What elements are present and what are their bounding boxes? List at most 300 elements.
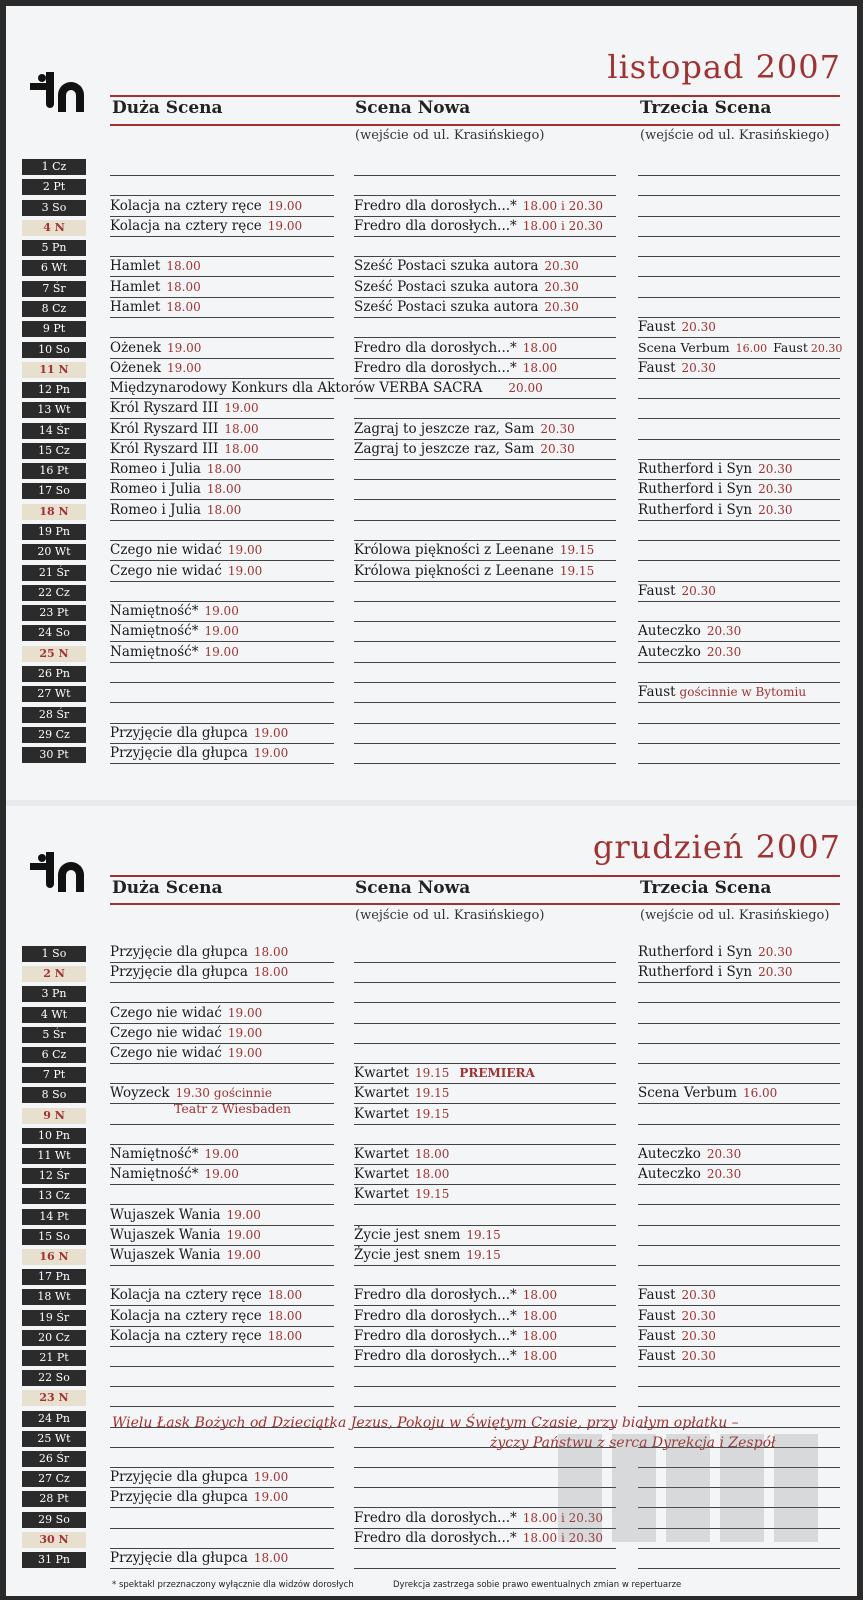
performance-entry[interactable]	[110, 258, 201, 274]
row-line-duza	[110, 175, 334, 176]
day-label: 14 Pt	[22, 1209, 86, 1225]
performance-entry[interactable]	[638, 1328, 716, 1344]
day-label: 29 Cz	[22, 727, 86, 743]
row-line-nowa	[354, 1406, 616, 1407]
row-line-duza	[110, 439, 334, 440]
row-line-duza	[110, 398, 334, 399]
performance-time: 20.30	[758, 502, 793, 517]
row-line-nowa	[354, 1265, 616, 1266]
day-label: 16 N	[22, 1249, 86, 1265]
day-label: 6 Wt	[22, 260, 86, 276]
performance-entry[interactable]	[638, 319, 716, 335]
performance-time: 18.00 i 20.30	[522, 1510, 603, 1525]
performance-entry[interactable]	[354, 1308, 557, 1324]
performance-time: 18.00 i 20.30	[522, 218, 603, 233]
performance-entry[interactable]	[638, 481, 792, 497]
row-line-trzecia	[638, 1265, 840, 1266]
day-label: 22 So	[22, 1370, 86, 1386]
performance-entry[interactable]	[354, 1146, 449, 1162]
performance-time: 18.00	[206, 502, 242, 517]
row-line-trzecia	[638, 520, 840, 521]
performance-title: Auteczko	[638, 643, 701, 660]
cyryl-watermark	[558, 1434, 820, 1544]
performance-time: 20.30	[540, 441, 575, 456]
header-rule-top	[110, 875, 840, 877]
row-line-trzecia	[638, 1305, 840, 1306]
performance-entry[interactable]	[354, 1085, 449, 1101]
column-sub-nowa: (wejście od ul. Krasińskiego)	[355, 128, 545, 143]
row-line-duza	[110, 499, 334, 500]
performance-time: 20.30	[681, 320, 716, 335]
row-line-nowa	[354, 1245, 616, 1246]
performance-entry[interactable]	[638, 340, 842, 355]
day-label: 3 Pn	[22, 986, 86, 1002]
month-title: listopad 2007	[607, 48, 841, 86]
row-line-duza	[110, 1305, 334, 1306]
performance-entry[interactable]	[110, 279, 201, 295]
performance-entry[interactable]	[110, 644, 239, 660]
performance-title: Fredro dla dorosłych...*	[354, 1348, 517, 1364]
row-line-trzecia	[638, 1386, 840, 1387]
performance-entry[interactable]	[638, 502, 792, 518]
performance-entry[interactable]	[110, 299, 201, 315]
row-line-duza	[110, 378, 334, 379]
performance-entry[interactable]	[354, 340, 557, 356]
row-line-nowa	[354, 763, 616, 764]
performance-title: Zagraj to jeszcze raz, Sam	[354, 440, 535, 457]
day-label: 1 Cz	[22, 159, 86, 175]
row-line-duza	[110, 1346, 334, 1347]
performance-entry[interactable]	[110, 1166, 239, 1182]
performance-time: 19.30	[175, 1086, 210, 1101]
performance-time: 18.00	[267, 1288, 303, 1303]
row-line-nowa	[354, 337, 616, 338]
performance-entry[interactable]	[638, 461, 792, 477]
row-line-trzecia	[638, 962, 840, 963]
row-line-trzecia	[638, 1002, 840, 1003]
header-rule-bottom	[110, 124, 840, 126]
day-label: 17 So	[22, 483, 86, 499]
day-label: 5 Śr	[22, 1027, 86, 1043]
performance-entry[interactable]	[110, 1469, 288, 1485]
day-label: 27 Wt	[22, 686, 86, 702]
performance-entry[interactable]	[110, 603, 239, 619]
column-header-trzecia: Trzecia Scena	[640, 98, 772, 118]
performance-time: 18.00	[522, 1288, 558, 1303]
logo-t-stem	[46, 72, 54, 108]
performance-title: Ożenek	[110, 339, 162, 356]
performance-entry[interactable]	[110, 1146, 239, 1162]
row-line-nowa	[354, 1002, 616, 1003]
row-line-nowa	[354, 236, 616, 237]
row-line-nowa	[354, 378, 616, 379]
performance-entry[interactable]	[354, 1186, 449, 1202]
row-line-duza	[110, 236, 334, 237]
performance-title: Faust	[638, 1348, 676, 1364]
performance-entry[interactable]	[110, 944, 288, 960]
day-label: 24 Pn	[22, 1411, 86, 1427]
row-line-duza	[110, 1204, 334, 1205]
performance-entry[interactable]	[638, 944, 792, 960]
row-line-nowa	[354, 1326, 616, 1327]
performance-entry[interactable]	[110, 502, 241, 518]
performance-time: 19.00	[226, 1207, 261, 1222]
row-line-trzecia	[638, 175, 840, 176]
day-label: 2 Pt	[22, 179, 86, 195]
performance-time: 19.00	[204, 624, 239, 639]
row-line-nowa	[354, 621, 616, 622]
performance-entry[interactable]	[354, 563, 594, 579]
performance-time: 20.30	[681, 1349, 716, 1363]
performance-time: 20.30	[706, 1147, 742, 1161]
day-label: 28 Śr	[22, 707, 86, 723]
row-line-trzecia	[638, 1063, 840, 1064]
row-line-nowa	[354, 439, 616, 440]
performance-time: 20.30	[706, 644, 742, 659]
row-line-nowa	[354, 662, 616, 663]
performance-entry[interactable]	[110, 1328, 302, 1344]
performance-entry[interactable]	[638, 1166, 741, 1182]
performance-entry[interactable]	[354, 218, 603, 234]
performance-entry[interactable]	[638, 1146, 741, 1162]
performance-entry[interactable]	[638, 583, 716, 599]
performance-time: 19.15	[414, 1187, 450, 1202]
row-line-duza	[110, 560, 334, 561]
performance-time: 19.00	[167, 360, 202, 375]
performance-title: Czego nie widać	[110, 542, 222, 559]
performance-title: Przyjęcie dla głupca	[110, 745, 248, 762]
performance-time: 19.00	[227, 1046, 263, 1060]
performance-entry[interactable]	[354, 1106, 449, 1122]
performance-time: 19.00	[204, 1147, 239, 1161]
row-line-nowa	[354, 682, 616, 683]
performance-time: 18.00	[414, 1167, 450, 1182]
performance-entry[interactable]	[354, 1328, 557, 1344]
performance-entry[interactable]	[354, 360, 557, 376]
performance-time: 19.15	[466, 1227, 501, 1242]
row-line-trzecia	[638, 1285, 840, 1286]
row-line-nowa	[354, 1124, 616, 1125]
performance-entry[interactable]	[110, 563, 262, 579]
performance-time: 18.00	[166, 279, 201, 294]
performance-entry[interactable]	[110, 1025, 262, 1041]
column-header-trzecia: Trzecia Scena	[640, 878, 772, 898]
row-line-trzecia	[638, 297, 840, 298]
day-label: 8 Cz	[22, 301, 86, 317]
performance-entry[interactable]	[354, 1348, 557, 1364]
row-line-duza	[110, 1144, 334, 1145]
row-line-duza	[110, 1447, 334, 1448]
month-title: grudzień 2007	[592, 828, 841, 866]
day-label: 23 Pt	[22, 605, 86, 621]
performance-title: Królowa piękności z Leenane	[354, 562, 554, 579]
row-line-trzecia	[638, 1144, 840, 1145]
performance-title: Kwartet	[354, 1146, 409, 1162]
performance-time: 19.15	[559, 543, 595, 558]
row-line-duza	[110, 1063, 334, 1064]
column-sub-trzecia: (wejście od ul. Krasińskiego)	[640, 908, 830, 923]
day-label: 30 Pt	[22, 747, 86, 763]
performance-entry[interactable]	[638, 644, 741, 660]
performance-time: 18.00	[267, 1308, 303, 1323]
day-label: 22 Cz	[22, 585, 86, 601]
performance-entry[interactable]	[110, 421, 259, 437]
performance-time: 20.30	[681, 1328, 716, 1343]
performance-entry[interactable]	[110, 745, 288, 761]
performance-entry[interactable]	[110, 218, 302, 234]
performance-entry[interactable]	[110, 1005, 262, 1021]
row-line-nowa	[354, 1285, 616, 1286]
performance-title: Namiętność*	[110, 1146, 199, 1162]
performance-entry[interactable]	[354, 299, 579, 315]
performance-entry[interactable]	[110, 1227, 261, 1243]
performance-title: Kwartet	[354, 1105, 409, 1122]
performance-entry[interactable]	[638, 684, 806, 700]
header-rule-bottom	[110, 903, 840, 905]
column-header-duza: Duża Scena	[112, 878, 223, 898]
day-label: 19 Pn	[22, 524, 86, 540]
row-line-duza	[110, 1043, 334, 1044]
performance-entry[interactable]	[110, 1045, 262, 1061]
row-line-duza	[110, 317, 334, 318]
performance-entry[interactable]	[110, 441, 259, 457]
performance-title: Faust	[638, 359, 676, 376]
performance-title: Fredro dla dorosłych...*	[354, 1287, 517, 1304]
row-line-nowa	[354, 499, 616, 500]
performance-title: Ożenek	[110, 359, 162, 376]
performance-entry[interactable]	[110, 623, 239, 639]
performance-title: Przyjęcie dla głupca	[110, 964, 248, 981]
performance-entry[interactable]	[354, 441, 575, 457]
performance-title: Rutherford i Syn	[638, 964, 753, 981]
performance-entry[interactable]	[110, 1308, 302, 1324]
row-line-duza	[110, 479, 334, 480]
performance-entry[interactable]	[110, 725, 288, 741]
day-label: 19 Śr	[22, 1310, 86, 1326]
performance-title: Hamlet	[110, 298, 161, 315]
row-line-nowa	[354, 398, 616, 399]
performance-title: Rutherford i Syn	[638, 461, 753, 478]
performance-entry[interactable]	[110, 542, 262, 558]
performance-title: Król Ryszard III	[110, 440, 219, 457]
performance-entry[interactable]	[354, 258, 579, 274]
performance-entry[interactable]	[110, 1489, 288, 1505]
logo-t-stem	[46, 852, 54, 888]
performance-time: 20.00	[508, 381, 543, 396]
row-line-duza	[110, 1083, 334, 1084]
row-line-duza	[110, 723, 334, 724]
performance-title: Sześć Postaci szuka autora	[354, 278, 539, 295]
row-line-trzecia	[638, 276, 840, 277]
performance-entry[interactable]	[354, 279, 579, 295]
performance-entry[interactable]	[638, 1308, 716, 1324]
performance-entry[interactable]	[638, 360, 716, 376]
row-line-duza	[110, 743, 334, 744]
performance-entry[interactable]	[110, 1247, 261, 1263]
row-line-nowa	[354, 1225, 616, 1226]
row-line-duza	[110, 702, 334, 703]
row-line-nowa	[354, 1548, 616, 1549]
row-line-trzecia	[638, 398, 840, 399]
performance-entry[interactable]	[110, 400, 259, 416]
performance-title: Kolacja na cztery ręce	[110, 1307, 262, 1324]
row-line-nowa	[354, 1063, 616, 1064]
row-line-duza	[110, 1184, 334, 1185]
performance-time: 18.00	[206, 462, 242, 477]
performance-title: Auteczko	[638, 623, 701, 640]
row-line-trzecia	[638, 1043, 840, 1044]
row-line-nowa	[354, 459, 616, 460]
performance-entry[interactable]	[110, 1207, 261, 1223]
row-line-nowa	[354, 1346, 616, 1347]
row-line-trzecia	[638, 1184, 840, 1185]
performance-time: 18.00	[522, 1349, 558, 1363]
row-line-duza	[110, 763, 334, 764]
row-line-duza	[110, 601, 334, 602]
performance-time: 19.00	[204, 1167, 239, 1182]
performance-title: Międzynarodowy Konkurs dla Aktorów VERBA SACRA	[110, 380, 483, 397]
performance-time: 20.30	[758, 482, 793, 497]
row-line-duza	[110, 276, 334, 277]
row-line-trzecia	[638, 1366, 840, 1367]
performance-entry[interactable]	[638, 1287, 716, 1303]
performance-title: Fredro dla dorosłych...*	[354, 217, 517, 234]
logo-dot	[38, 854, 46, 862]
row-line-trzecia	[638, 256, 840, 257]
row-line-trzecia	[638, 236, 840, 237]
performance-entry[interactable]	[354, 198, 603, 214]
performance-entry[interactable]	[110, 481, 241, 497]
row-line-duza	[110, 641, 334, 642]
row-line-trzecia	[638, 1204, 840, 1205]
row-line-duza	[110, 1487, 334, 1488]
row-line-duza	[110, 459, 334, 460]
performance-title: Rutherford i Syn	[638, 481, 753, 498]
day-label: 20 Wt	[22, 544, 86, 560]
day-label: 2 N	[22, 966, 86, 982]
row-line-trzecia	[638, 621, 840, 622]
performance-title: Scena Verbum	[638, 1085, 737, 1102]
row-line-nowa	[354, 641, 616, 642]
footnote-changes: Dyrekcja zastrzega sobie prawo ewentualnych zmian w repertuarze	[393, 1580, 682, 1590]
performance-venue-note: Teatr z Wiesbaden	[174, 1101, 292, 1117]
performance-entry[interactable]	[354, 421, 575, 437]
performance-entry[interactable]	[638, 623, 741, 639]
performance-time: 16.00	[735, 341, 768, 355]
row-line-nowa	[354, 175, 616, 176]
performance-entry[interactable]	[354, 1166, 449, 1182]
day-label: 15 Cz	[22, 443, 86, 459]
christmas-greeting-line2: życzy Państwu z serca Dyrekcja i Zespół	[490, 1435, 776, 1451]
row-line-trzecia	[638, 723, 840, 724]
column-header-nowa: Scena Nowa	[355, 98, 471, 118]
performance-entry[interactable]	[354, 1065, 535, 1081]
performance-title: Wujaszek Wania	[110, 1247, 221, 1263]
performance-title: Faust	[638, 319, 676, 336]
performance-entry[interactable]	[354, 1247, 501, 1263]
row-line-trzecia	[638, 982, 840, 983]
day-label: 3 So	[22, 200, 86, 216]
row-line-trzecia	[638, 1245, 840, 1246]
performance-title: Kwartet	[354, 1186, 409, 1203]
performance-entry[interactable]	[354, 542, 594, 558]
performance-entry[interactable]	[638, 964, 792, 980]
performance-title: Faust	[638, 684, 676, 701]
performance-time: 18.00	[522, 1328, 558, 1343]
performance-entry[interactable]	[110, 1550, 288, 1566]
performance-title: Romeo i Julia	[110, 501, 201, 518]
performance-time: 19.00	[224, 401, 259, 416]
row-line-trzecia	[638, 743, 840, 744]
performance-entry[interactable]	[638, 1085, 777, 1101]
row-line-nowa	[354, 216, 616, 217]
row-line-nowa	[354, 601, 616, 602]
performance-entry[interactable]	[638, 1348, 716, 1364]
theatre-logo	[28, 70, 92, 114]
performance-entry[interactable]	[110, 461, 241, 477]
performance-time: 18.00	[253, 1551, 289, 1565]
performance-time: 18.00	[414, 1147, 450, 1161]
performance-title: Życie jest snem	[354, 1247, 461, 1263]
theatre-logo	[28, 850, 92, 894]
performance-entry[interactable]	[110, 380, 543, 396]
performance-time: 18.00	[166, 259, 201, 274]
performance-time: 19.00	[253, 1490, 289, 1505]
performance-time: 18.00	[522, 1308, 558, 1323]
performance-time: 20.30	[681, 583, 716, 598]
performance-entry[interactable]	[110, 1085, 272, 1101]
column-sub-trzecia: (wejście od ul. Krasińskiego)	[640, 128, 830, 143]
performance-entry[interactable]	[354, 1287, 557, 1303]
row-line-trzecia	[638, 601, 840, 602]
row-line-trzecia	[638, 1548, 840, 1549]
day-label: 24 So	[22, 625, 86, 641]
day-label: 12 Pn	[22, 382, 86, 398]
performance-title: Kwartet	[354, 1065, 409, 1082]
day-label: 26 Pn	[22, 666, 86, 682]
day-label: 30 N	[22, 1532, 86, 1548]
row-line-duza	[110, 1467, 334, 1468]
performance-title: Zagraj to jeszcze raz, Sam	[354, 420, 535, 437]
row-line-trzecia	[638, 418, 840, 419]
performance-entry[interactable]	[354, 1227, 501, 1243]
performance-time: 18.00 i 20.30	[522, 1530, 603, 1545]
performance-time: 20.30	[540, 421, 575, 436]
performance-title: Kolacja na cztery ręce	[110, 1327, 262, 1344]
day-label: 31 Pn	[22, 1552, 86, 1568]
performance-title: Faust	[638, 582, 676, 599]
row-line-nowa	[354, 256, 616, 257]
performance-note: gościnnie w Bytomiu	[679, 685, 807, 700]
performance-title: Kwartet	[354, 1166, 409, 1183]
row-line-nowa	[354, 962, 616, 963]
row-line-duza	[110, 337, 334, 338]
performance-time: 18.00	[522, 340, 558, 355]
logo-n	[58, 82, 84, 112]
performance-time: 19.00	[253, 725, 289, 740]
performance-entry[interactable]	[110, 360, 201, 376]
performance-entry[interactable]	[110, 198, 302, 214]
performance-time: 18.00	[522, 360, 558, 375]
performance-entry[interactable]	[110, 964, 288, 980]
day-label: 26 Śr	[22, 1451, 86, 1467]
performance-title: Kolacja na cztery ręce	[110, 217, 262, 234]
performance-title: Namiętność*	[110, 603, 199, 620]
day-label: 5 Pn	[22, 240, 86, 256]
performance-title: Czego nie widać	[110, 1004, 222, 1021]
performance-entry[interactable]	[110, 1287, 302, 1303]
performance-entry[interactable]	[110, 340, 201, 356]
